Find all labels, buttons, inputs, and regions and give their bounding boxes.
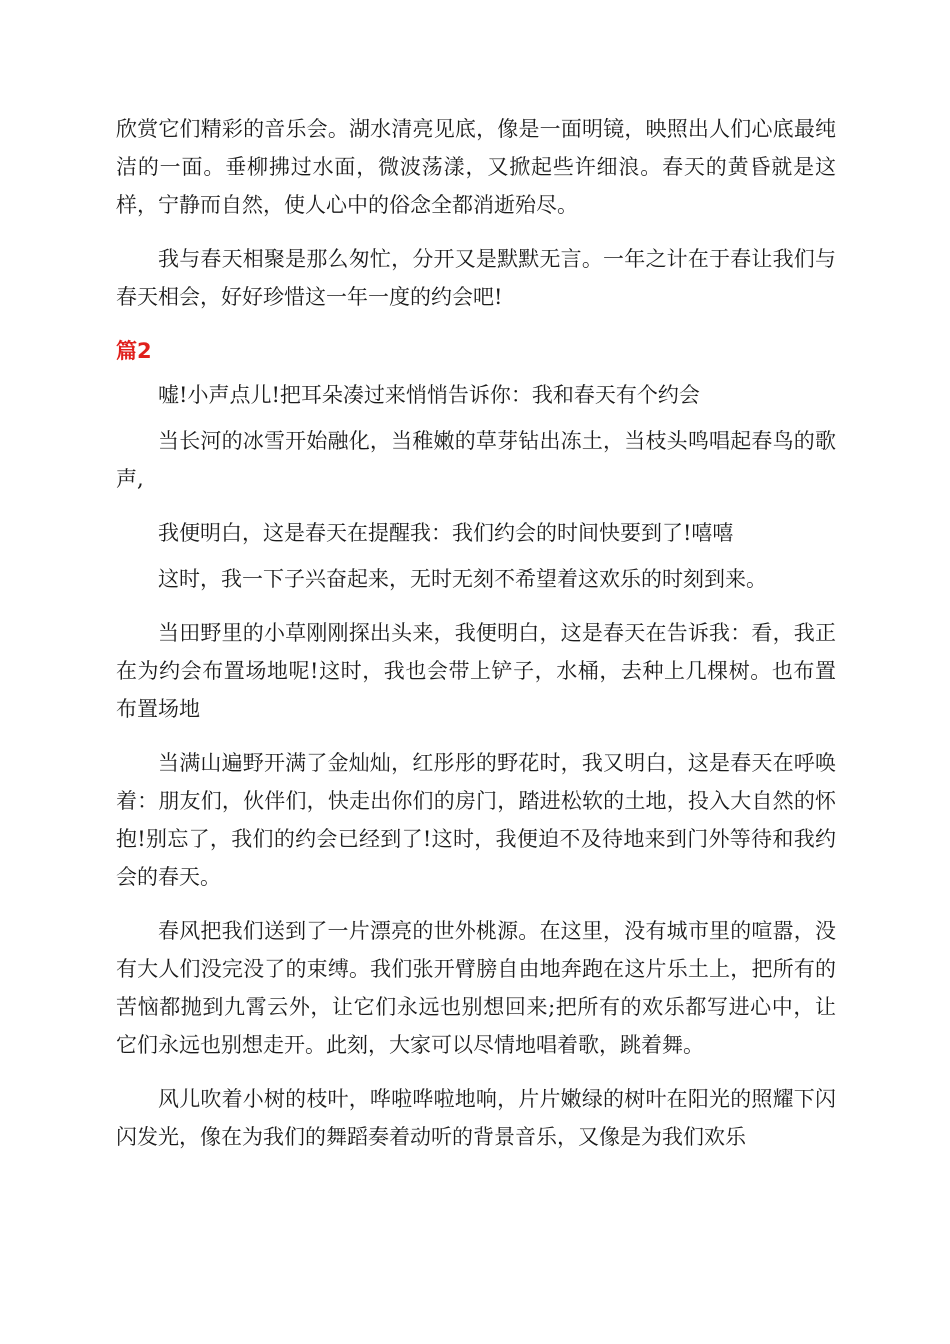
paragraph-4: 这时，我一下子兴奋起来，无时无刻不希望着这欢乐的时刻到来。 — [158, 567, 767, 591]
paragraph-5: 当田野里的小草刚刚探出头来，我便明白，这是春天在告诉我：看，我正在为约会布置场地呢!这时，我也会带上铲子，水桶，去种上几棵树。也布置布置场地 — [116, 621, 836, 721]
paragraph-3: 我便明白，这是春天在提醒我：我们约会的时间快要到了!嘻嘻 — [158, 521, 734, 545]
paragraph-8: 风儿吹着小树的枝叶，哗啦哗啦地响，片片嫩绿的树叶在阳光的照耀下闪闪发光，像在为我们的舞蹈奏着动听的背景音乐，又像是为我们欢乐 — [116, 1087, 836, 1149]
paragraph-intro-2: 我与春天相聚是那么匆忙，分开又是默默无言。一年之计在于春让我们与春天相会，好好珍惜这一年一度的约会吧! — [116, 247, 836, 309]
document-body — [116, 110, 836, 1172]
paragraph-2: 当长河的冰雪开始融化，当稚嫩的草芽钻出冻土，当枝头鸣唱起春鸟的歌声, — [116, 429, 836, 491]
paragraph-1: 嘘!小声点儿!把耳朵凑过来悄悄告诉你：我和春天有个约会 — [158, 383, 700, 407]
section-heading: 篇2 — [116, 339, 152, 363]
paragraph-7: 春风把我们送到了一片漂亮的世外桃源。在这里，没有城市里的喧嚣，没有大人们没完没了的束缚。我们张开臂膀自由地奔跑在这片乐土上，把所有的苦恼都抛到九霄云外，让它们永远也别想回来;把所有的欢乐都写进心中，让它们永远也别想走开。此刻，大家可以尽情地唱着歌，跳着舞。 — [116, 919, 836, 1057]
paragraph-intro-1: 欣赏它们精彩的音乐会。湖水清亮见底，像是一面明镜，映照出人们心底最纯洁的一面。垂柳拂过水面，微波荡漾，又掀起些许细浪。春天的黄昏就是这样，宁静而自然，使人心中的俗念全都消逝殆尽。 — [116, 117, 836, 217]
paragraph-6: 当满山遍野开满了金灿灿，红彤彤的野花时，我又明白，这是春天在呼唤着：朋友们，伙伴们，快走出你们的房门，踏进松软的土地，投入大自然的怀抱!别忘了，我们的约会已经到了!这时，我便迫不及待地来到门外等待和我约会的春天。 — [116, 751, 836, 889]
